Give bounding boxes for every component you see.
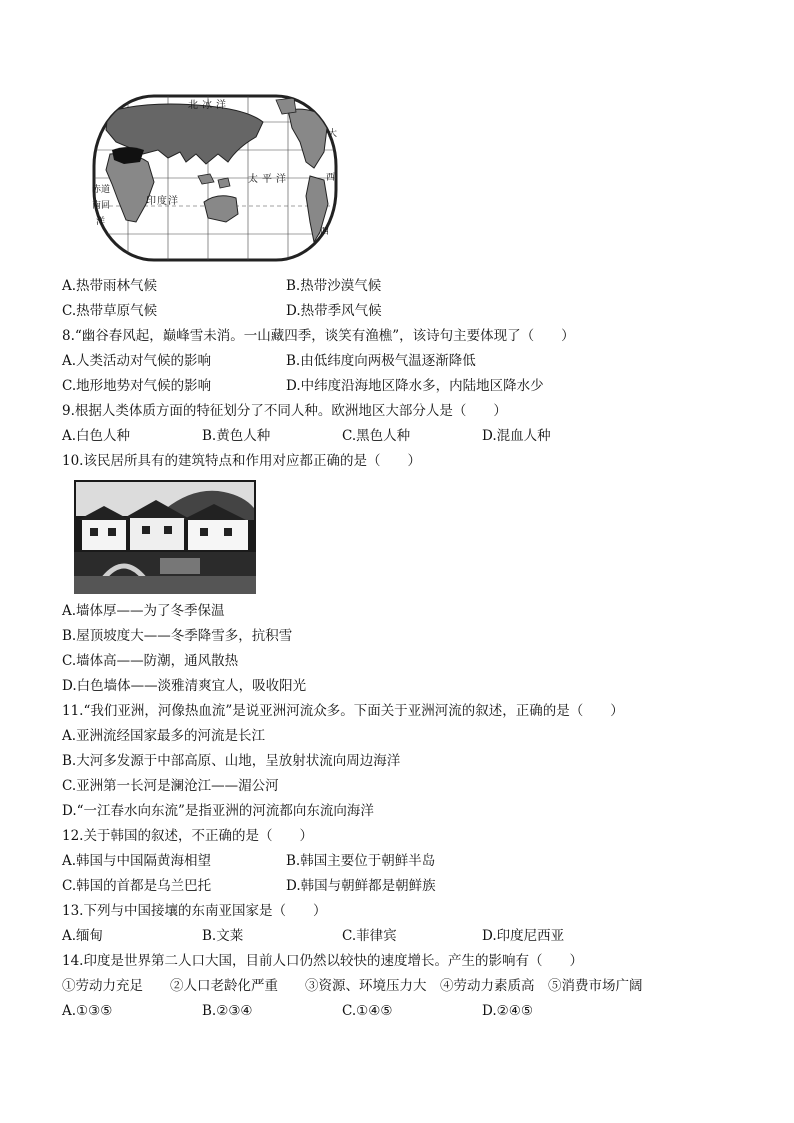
map-label-equator: 赤道 <box>92 185 111 195</box>
q13-stem: 13.下列与中国接壤的东南亚国家是（ ） <box>62 903 327 919</box>
q9-option-d[interactable]: D.混血人种 <box>482 428 551 444</box>
q11-option-d[interactable]: D.“一江春水向东流”是指亚洲的河流都向东流向海洋 <box>62 803 374 819</box>
q10-stem: 10.该民居所具有的建筑特点和作用对应都正确的是（ ） <box>62 453 421 469</box>
q13-option-b[interactable]: B.文莱 <box>202 928 244 944</box>
q11-option-b[interactable]: B.大河多发源于中部高原、山地，呈放射状流向周边海洋 <box>62 753 401 769</box>
q9-option-b[interactable]: B.黄色人种 <box>202 428 271 444</box>
map-label-xi-1: 西 <box>326 173 336 183</box>
q12-option-a[interactable]: A.韩国与中国隔黄海相望 <box>62 853 212 869</box>
q13-option-a[interactable]: A.缅甸 <box>62 928 104 944</box>
q11-option-a[interactable]: A.亚洲流经国家最多的河流是长江 <box>62 728 266 744</box>
q9-option-a[interactable]: A.白色人种 <box>62 428 131 444</box>
q7-option-a[interactable]: A.热带雨林气候 <box>62 278 158 294</box>
q8-option-d[interactable]: D.中纬度沿海地区降水多，内陆地区降水少 <box>286 378 544 394</box>
q13-option-c[interactable]: C.菲律宾 <box>342 928 397 944</box>
map-label-arctic-ocean: 北冰洋 <box>188 100 230 111</box>
q13-option-d[interactable]: D.印度尼西亚 <box>482 928 565 944</box>
q8-option-a[interactable]: A.人类活动对气候的影响 <box>62 353 212 369</box>
q8-stem: 8.“幽谷春风起，巅峰雪未消。一山藏四季，谈笑有渔樵”，该诗句主要体现了（ ） <box>62 328 575 344</box>
map-label-tropic: 南回 <box>92 201 111 211</box>
q14-option-d[interactable]: D.②④⑤ <box>482 1003 533 1019</box>
q8-option-c[interactable]: C.地形地势对气候的影响 <box>62 378 212 394</box>
q10-option-c[interactable]: C.墙体高——防潮，通风散热 <box>62 653 239 669</box>
q12-option-d[interactable]: D.韩国与朝鲜都是朝鲜族 <box>286 878 436 894</box>
q10-option-b[interactable]: B.屋顶坡度大——冬季降雪多，抗积雪 <box>62 628 293 644</box>
q14-items: ①劳动力充足 ②人口老龄化严重 ③资源、环境压力大 ④劳动力素质高 ⑤消费市场广阔 <box>62 978 643 994</box>
map-label-pacific-ocean: 太平洋 <box>248 174 290 185</box>
q14-stem: 14.印度是世界第二人口大国，目前人口仍然以较快的速度增长。产生的影响有（ ） <box>62 953 583 969</box>
q7-option-b[interactable]: B.热带沙漠气候 <box>286 278 382 294</box>
q9-stem: 9.根据人类体质方面的特征划分了不同人种。欧洲地区大部分人是（ ） <box>62 403 507 419</box>
map-label-ocean: 洋 <box>96 217 106 227</box>
q8-option-b[interactable]: B.由低纬度向两极气温逐渐降低 <box>286 353 476 369</box>
q9-option-c[interactable]: C.黑色人种 <box>342 428 411 444</box>
dwelling-photo <box>74 480 256 594</box>
q14-option-c[interactable]: C.①④⑤ <box>342 1003 393 1019</box>
q14-option-a[interactable]: A.①③⑤ <box>62 1003 113 1019</box>
q10-option-d[interactable]: D.白色墙体——淡雅清爽宜人，吸收阳光 <box>62 678 307 694</box>
q11-option-c[interactable]: C.亚洲第一长河是澜沧江——湄公河 <box>62 778 279 794</box>
map-label-da: 大 <box>328 129 338 139</box>
map-label-xi-2: 西 <box>320 227 330 237</box>
q10-option-a[interactable]: A.墙体厚——为了冬季保温 <box>62 603 225 619</box>
q14-option-b[interactable]: B.②③④ <box>202 1003 253 1019</box>
q11-stem: 11.“我们亚洲，河像热血流”是说亚洲河流众多。下面关于亚洲河流的叙述，正确的是（ ） <box>62 703 624 719</box>
q7-option-d[interactable]: D.热带季风气候 <box>286 303 382 319</box>
q12-option-b[interactable]: B.韩国主要位于朝鲜半岛 <box>286 853 436 869</box>
q7-option-c[interactable]: C.热带草原气候 <box>62 303 158 319</box>
q12-stem: 12.关于韩国的叙述，不正确的是（ ） <box>62 828 313 844</box>
world-climate-map <box>88 92 342 264</box>
map-label-indian-ocean: 印度洋 <box>146 196 179 207</box>
q12-option-c[interactable]: C.韩国的首都是乌兰巴托 <box>62 878 212 894</box>
